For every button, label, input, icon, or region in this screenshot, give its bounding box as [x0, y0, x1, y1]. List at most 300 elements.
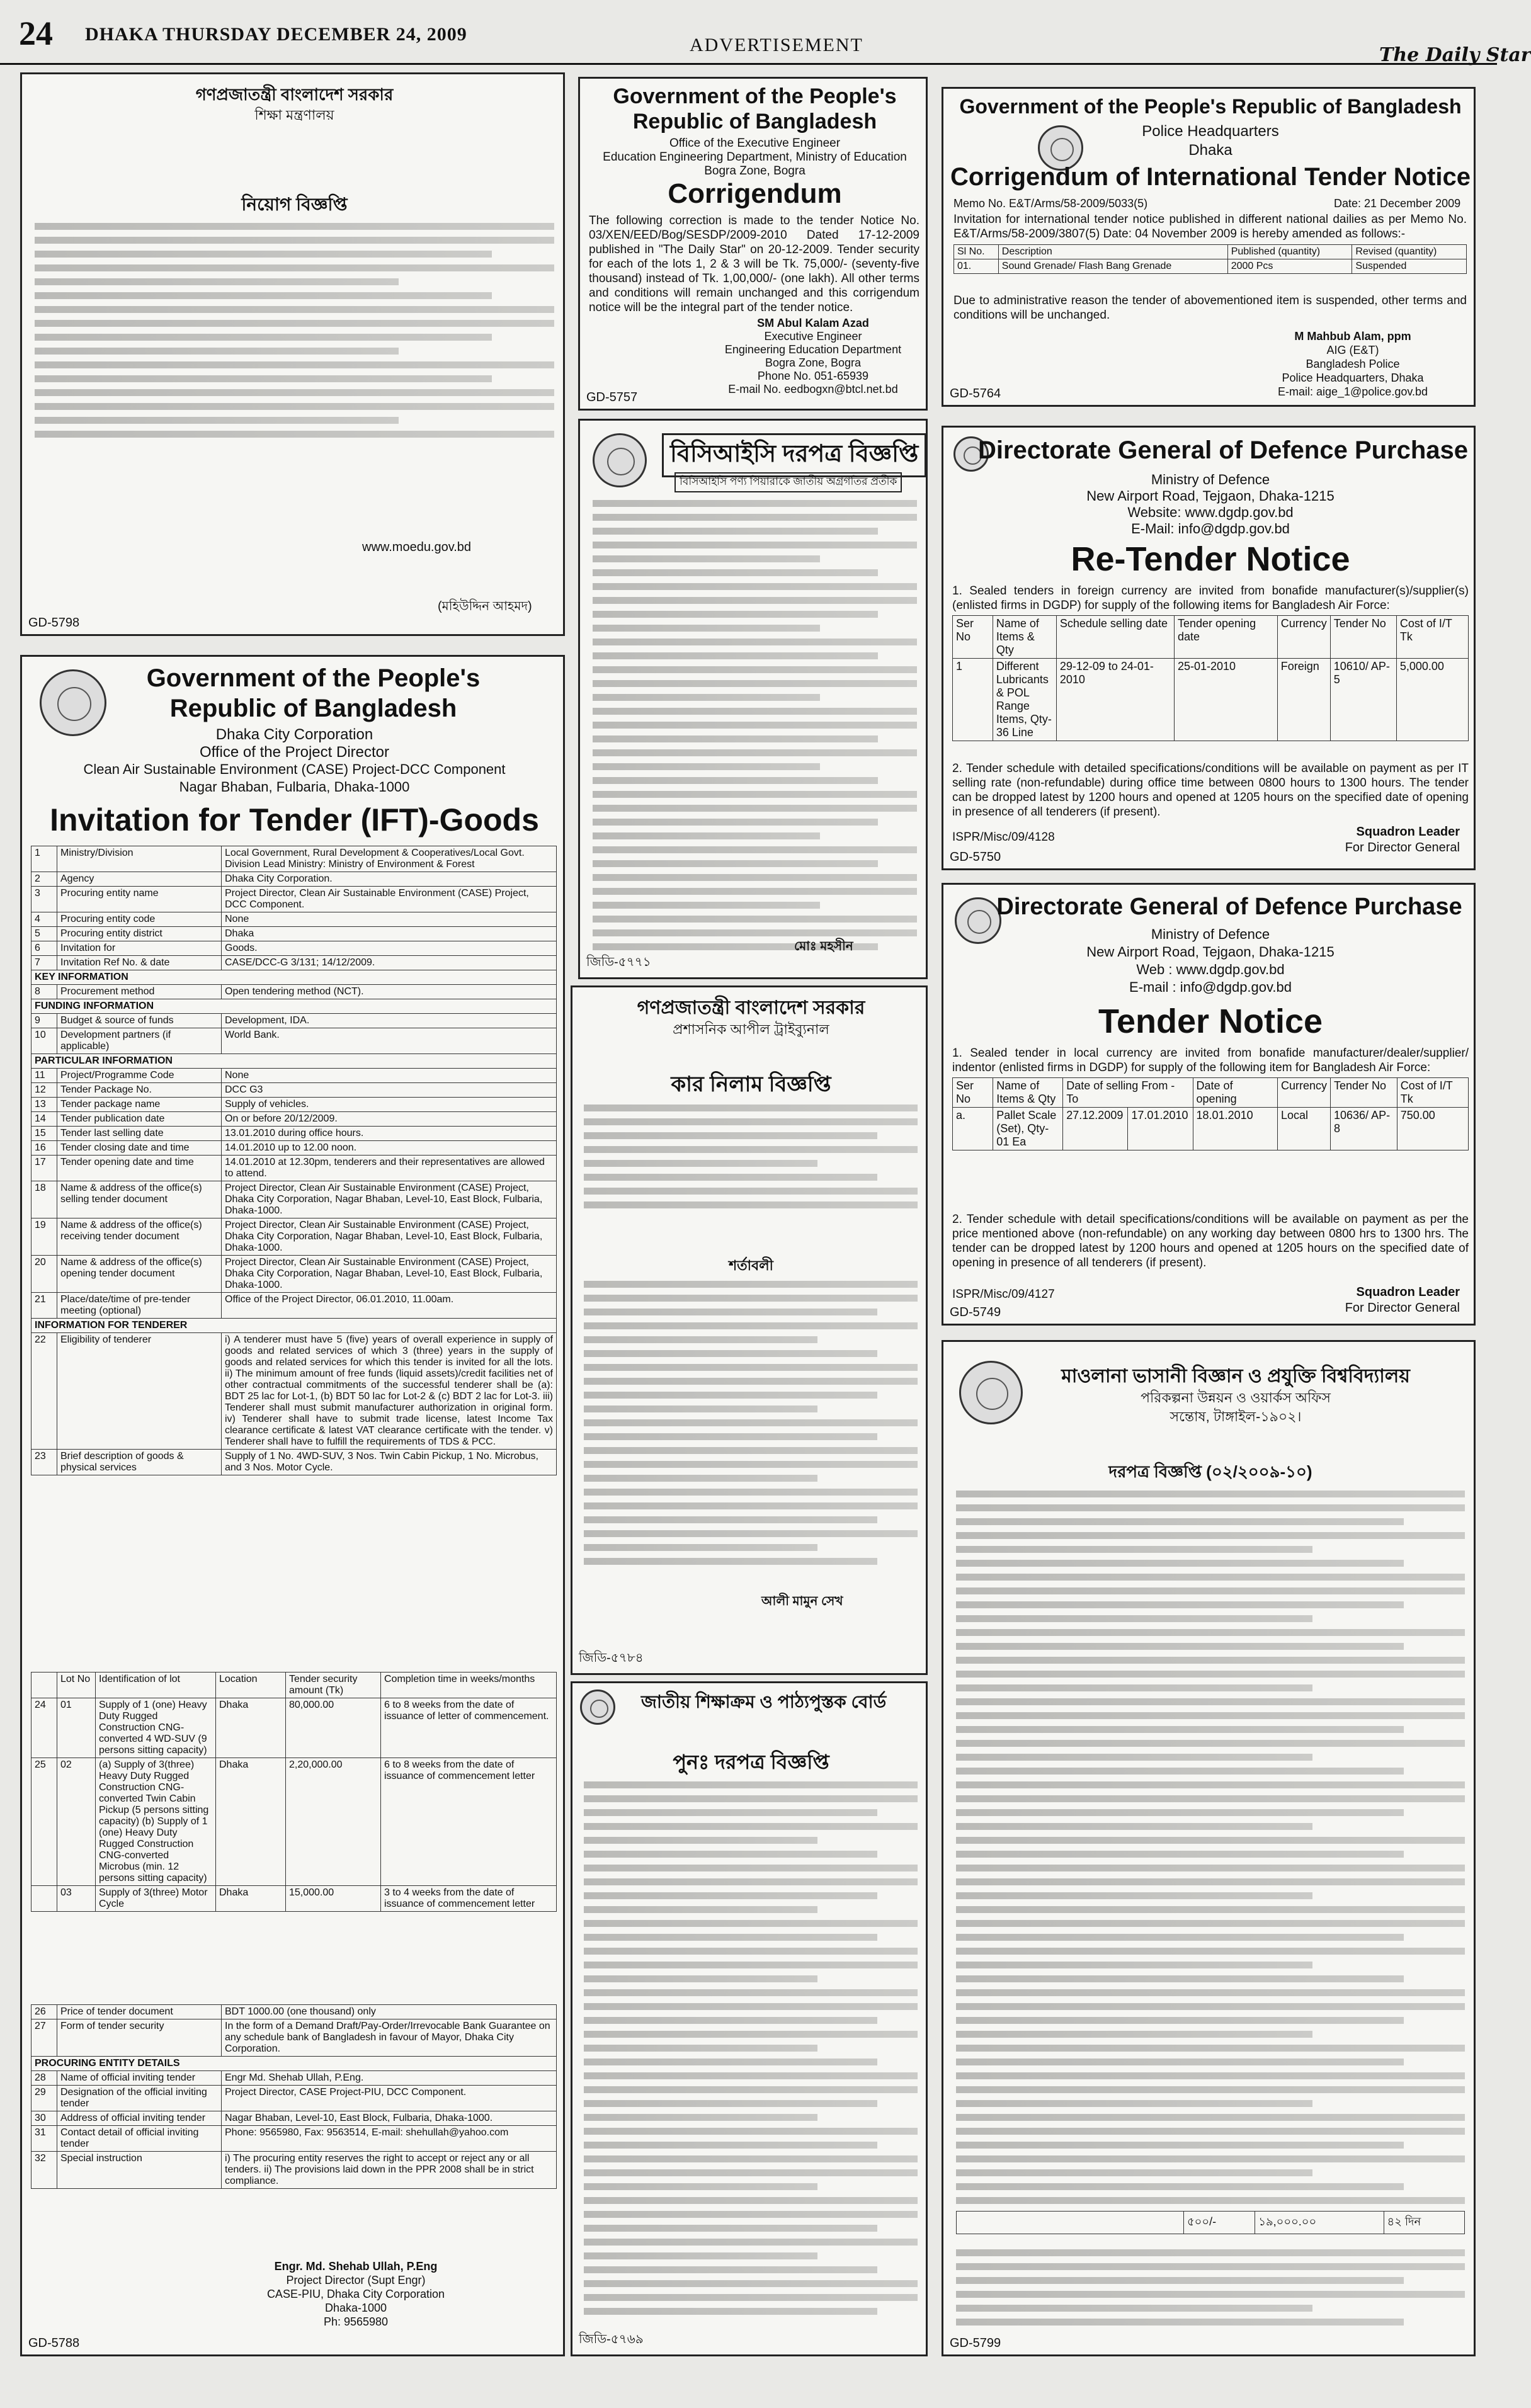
ad-dcc-ift: [20, 655, 565, 2356]
ad-code: GD-5788: [28, 2336, 80, 2350]
ad-signature: [706, 317, 920, 396]
table-cell: 3: [31, 887, 57, 912]
table-cell: 1: [31, 846, 57, 872]
table-row: [31, 2111, 557, 2126]
table-cell: On or before 20/12/2009.: [222, 1112, 557, 1127]
table-cell: Project Director, Clean Air Sustainable Environment (CASE) Project, Dhaka City Corporation, Nagar Bhaban, Level-10, East Block, Fulbaria, Dhaka-1000.: [222, 1256, 557, 1293]
ad-address: New Airport Road, Tejgaon, Dhaka-1215: [1086, 488, 1335, 504]
ad-title-1: Government of the People's: [146, 664, 481, 692]
ad-signature: [1258, 824, 1460, 856]
bengali-body-text: [593, 493, 917, 957]
table-header-cell: Location: [216, 1673, 286, 1698]
table-cell: 10610/ AP-5: [1330, 659, 1396, 741]
ad-title: গণপ্রজাতন্ত্রী বাংলাদেশ সরকার: [637, 997, 865, 1018]
table-cell: 17: [31, 1156, 57, 1181]
section-heading: KEY INFORMATION: [31, 970, 557, 985]
table-cell: 30: [31, 2111, 57, 2126]
table-row: [31, 985, 557, 999]
table-cell: None: [222, 912, 557, 927]
table-header-cell: Tender opening date: [1174, 616, 1277, 659]
table-cell: Tender package name: [57, 1098, 222, 1112]
table-cell: Project Director, Clean Air Sustainable Environment (CASE) Project, Dhaka City Corporation, Nagar Bhaban, Level-10, East Block, Fulbaria, Dhaka-1000.: [222, 1181, 557, 1218]
table-cell: 14: [31, 1112, 57, 1127]
table-header-cell: Name of Items & Qty: [993, 616, 1056, 659]
ad-signer: মোঃ মহসীন: [794, 940, 853, 953]
ad-signature: [230, 2259, 482, 2329]
ad-police-corrigendum: [942, 87, 1476, 407]
table-cell: Brief description of goods & physical services: [57, 1450, 222, 1475]
table-cell: Name & address of the office(s) receiving tender document: [57, 1218, 222, 1256]
ift-table-general: [31, 846, 557, 1475]
table-cell: [31, 1886, 57, 1912]
corrigendum-table: [953, 244, 1467, 274]
section-row: [31, 1054, 557, 1069]
ad-title: মাওলানা ভাসানী বিজ্ঞান ও প্রযুক্তি বিশ্ববিদ্যালয়: [1061, 1366, 1410, 1387]
section-heading: FUNDING INFORMATION: [31, 999, 557, 1014]
table-cell: Suspended: [1352, 259, 1467, 274]
ad-intro: 1. Sealed tender in local currency are invited from bonafide manufacturer/dealer/supplier/ indentor (enlisted firms in DGDP) for supply of the following item for Bangladesh Air Force:: [952, 1047, 1469, 1074]
table-row: [31, 1083, 557, 1098]
section-heading: INFORMATION FOR TENDERER: [31, 1319, 557, 1333]
table-row: [957, 2212, 1465, 2234]
table-row: [31, 846, 557, 872]
signer-dept: Engineering Education Department: [724, 343, 902, 356]
table-cell: Supply of vehicles.: [222, 1098, 557, 1112]
table-cell: 25: [31, 1758, 57, 1886]
signer-unit: CASE-PIU, Dhaka City Corporation: [266, 2288, 445, 2300]
table-cell: Nagar Bhaban, Level-10, East Block, Fulbaria, Dhaka-1000.: [222, 2111, 557, 2126]
table-cell: 2,20,000.00: [286, 1758, 381, 1886]
table-cell: 10: [31, 1028, 57, 1054]
table-cell: 13: [31, 1098, 57, 1112]
table-cell: Pallet Scale (Set), Qty-01 Ea: [993, 1108, 1063, 1150]
table-cell: 24: [31, 1698, 57, 1758]
ad-dgdp-retender: [942, 426, 1476, 870]
table-row: [31, 1698, 557, 1758]
ad-website: Web : www.dgdp.gov.bd: [1136, 962, 1285, 977]
table-cell: 1: [953, 659, 993, 741]
signer-for: For Director General: [1345, 841, 1460, 855]
table-cell: Place/date/time of pre-tender meeting (optional): [57, 1293, 222, 1319]
signer-name: SM Abul Kalam Azad: [757, 317, 869, 329]
table-row: [31, 887, 557, 912]
table-cell: 15: [31, 1127, 57, 1141]
table-cell: 20: [31, 1256, 57, 1293]
table-header-cell: Tender No: [1331, 1078, 1397, 1108]
table-header-cell: Currency: [1277, 1078, 1330, 1108]
table-cell: Budget & source of funds: [57, 1014, 222, 1028]
table-row: [31, 872, 557, 887]
table-cell: Project Director, CASE Project-PIU, DCC Component.: [222, 2086, 557, 2111]
ad-education-recruitment: [20, 72, 565, 636]
table-cell: 14.01.2010 up to 12.00 noon.: [222, 1141, 557, 1156]
table-row: [31, 1127, 557, 1141]
ad-heading: কার নিলাম বিজ্ঞপ্তি: [671, 1072, 831, 1096]
table-row: [31, 1112, 557, 1127]
ad-subtitle: প্রশাসনিক আপীল ট্রাইব্যুনাল: [673, 1021, 829, 1037]
table-cell: World Bank.: [222, 1028, 557, 1054]
signer-name: Squadron Leader: [1356, 1285, 1460, 1299]
bengali-body-text: [584, 1098, 918, 1215]
table-row: [31, 941, 557, 956]
table-cell: ৫০০/-: [1184, 2212, 1255, 2234]
table-cell: CASE/DCC-G 3/131; 14/12/2009.: [222, 956, 557, 970]
ad-heading: [943, 540, 1477, 579]
table-header-cell: Date of selling From - To: [1063, 1078, 1193, 1108]
ad-mbstu-tender: [942, 1340, 1476, 2356]
ad-code: GD-5757: [586, 390, 638, 404]
table-cell: Dhaka: [222, 927, 557, 941]
signer-zone: Bogra Zone, Bogra: [765, 356, 862, 369]
ad-email: E-mail : info@dgdp.gov.bd: [1129, 979, 1292, 995]
ift-lot-table: [31, 1672, 557, 1912]
table-cell: 18: [31, 1181, 57, 1218]
table-header: [953, 1078, 1469, 1108]
ad-website: Website: www.dgdp.gov.bd: [1127, 504, 1294, 520]
ad-conditions-heading: শর্তাবলী: [729, 1258, 773, 1273]
ad-heading-text: Re-Tender Notice: [1071, 540, 1350, 578]
ad-email: E-Mail: info@dgdp.gov.bd: [1131, 521, 1290, 537]
table-cell: Name of official inviting tender: [57, 2071, 222, 2086]
signer-title: Project Director (Supt Engr): [286, 2274, 426, 2286]
table-cell: Engr Md. Shehab Ullah, P.Eng.: [222, 2071, 557, 2086]
ad-bcic-tender: [578, 419, 928, 979]
signer-title: Executive Engineer: [764, 330, 862, 343]
section-heading: PROCURING ENTITY DETAILS: [31, 2057, 557, 2071]
table-cell: 23: [31, 1450, 57, 1475]
table-header-cell: Identification of lot: [96, 1673, 216, 1698]
table-cell: Designation of the official inviting tender: [57, 2086, 222, 2111]
table-cell: 19: [31, 1218, 57, 1256]
ad-heading: Corrigendum of International Tender Notice: [950, 163, 1471, 191]
table-cell: Form of tender security: [57, 2019, 222, 2057]
table-row: [31, 1098, 557, 1112]
ad-title: জাতীয় শিক্ষাক্রম ও পাঠ্যপুস্তক বোর্ড: [640, 1692, 887, 1712]
table-row: [31, 1450, 557, 1475]
ad-signer: (মহিউদ্দিন আহমদ): [438, 599, 532, 613]
ad-title: Directorate General of Defence Purchase: [996, 894, 1462, 920]
table-header-cell: Cost of I/T Tk: [1396, 616, 1468, 659]
ad-heading: Invitation for Tender (IFT)-Goods: [50, 802, 539, 838]
ad-code: GD-5750: [950, 850, 1001, 864]
table-cell: 3 to 4 weeks from the date of issuance of commencement letter: [381, 1886, 557, 1912]
table-row: 22 Eligibility of tenderer i) A tenderer must have 5 (five) years of overall experience in supply of goods and related services of which 3 (three) years in the supply of goods and related services for which this tender is invited for all the lots. ii) The minimum amount of free funds (liquid assets)/credit facilities net of other contractual commitments of the successful tenderer shall be (a): BDT 25 lac for Lot-1, (b) BDT 50 lac for Lot-2 & (c) BDT 2 lac for Lot-3. iii) Tenderer shall must submit manufacturer authorization in original form. iv) Tenderer shall have to submit trade license, latest Income Tax clearance certificate & latest VAT clearance certificate with the tender. v) Tenderer shall have to fulfill the requirements of TDS & PCC.: [31, 1333, 557, 1450]
bengali-body-text: [584, 1775, 918, 2322]
ad-heading-text: Tender Notice: [1098, 1002, 1323, 1040]
table-row: [31, 912, 557, 927]
table-cell: In the form of a Demand Draft/Pay-Order/Irrevocable Bank Guarantee on any schedule bank of Bangladesh in favour of Mayor, Dhaka City Corporation.: [222, 2019, 557, 2057]
ad-code: জিডি-৫৭৮৪: [579, 1651, 644, 1665]
table-cell: 4: [31, 912, 57, 927]
ad-address: Nagar Bhaban, Fulbaria, Dhaka-1000: [179, 779, 410, 795]
table-cell: i) A tenderer must have 5 (five) years of overall experience in supply of goods and related services of which 3 (three) years in the supply of goods and related services for which this tender is invited for all the lots. ii) The minimum amount of free funds (liquid assets)/credit facilities net of other contractual commitments of the successful tenderer shall be (a): BDT 25 lac for Lot-1, (b) BDT 50 lac for Lot-2 & (c) BDT 2 lac for Lot-3. iii) Tenderer shall must submit manufacturer authorization in original form. iv) Tenderer shall have to submit trade license, latest Income Tax clearance certificate & latest VAT clearance certificate with the tender. v) Tenderer shall have to fulfill the requirements of TDS & PCC.: [222, 1333, 557, 1450]
table-cell: Foreign: [1277, 659, 1330, 741]
signer-hq: Police Headquarters, Dhaka: [1282, 372, 1424, 384]
bengali-notes-text: [956, 2242, 1465, 2332]
signer-city: Dhaka-1000: [324, 2302, 387, 2314]
ad-signer: আলী মামুন সেখ: [761, 1594, 843, 1608]
table-cell: a.: [953, 1108, 993, 1150]
table-cell: 6: [31, 941, 57, 956]
table-row: [31, 2019, 557, 2057]
table-cell: Tender Package No.: [57, 1083, 222, 1098]
table-row: [31, 2126, 557, 2152]
table-row: [953, 659, 1469, 741]
table-cell: Office of the Project Director, 06.01.2010, 11.00am.: [222, 1293, 557, 1319]
table-cell: Invitation for: [57, 941, 222, 956]
table-row: [31, 1886, 557, 1912]
signer-for: For Director General: [1345, 1301, 1460, 1315]
ad-note: 2. Tender schedule with detailed specifications/conditions will be available on payment as per IT selling rate (non-refundable) during office time between 0800 hours to 1300 hours. The tender can be dropped latest by 1200 hours and opened at 1205 hours on the specified date of opening in presence of all tenderers (if present).: [952, 762, 1469, 819]
signer-phone: Ph: 9565980: [323, 2315, 389, 2328]
signer-name: M Mahbub Alam, ppm: [1294, 330, 1411, 343]
table-row: [31, 1014, 557, 1028]
table-cell: None: [222, 1069, 557, 1083]
brand-logo: The Daily Star: [1379, 44, 1531, 66]
ad-title-2: Republic of Bangladesh: [169, 695, 457, 722]
table-cell: 15,000.00: [286, 1886, 381, 1912]
signer-email: E-mail: aige_1@police.gov.bd: [1277, 385, 1428, 398]
table-row: [31, 2005, 557, 2019]
table-cell: 31: [31, 2126, 57, 2152]
ad-slogan: বিসিআইসি পণ্য পিয়ারাকে জাতীয় অগ্রগতির প্রতীক: [674, 472, 902, 492]
ad-memo: Memo No. E&T/Arms/58-2009/5033(5): [953, 197, 1148, 210]
table-cell: Agency: [57, 872, 222, 887]
date-line: DHAKA THURSDAY DECEMBER 24, 2009: [85, 24, 467, 45]
table-cell: Dhaka: [216, 1698, 286, 1758]
table-header-cell: Description: [998, 245, 1227, 259]
table-cell: 6 to 8 weeks from the date of issuance of commencement letter: [381, 1758, 557, 1886]
table-header-cell: Tender security amount (Tk): [286, 1673, 381, 1698]
ad-heading: নিয়োগ বিজ্ঞপ্তি: [241, 195, 348, 214]
table-cell: (a) Supply of 3(three) Heavy Duty Rugged Construction CNG-converted Twin Cabin Pickup (5 persons sitting capacity) (b) Supply of 1 (one) Heavy Duty Rugged Construction CNG-converted Microbus (min. 12 persons sitting capacity): [96, 1758, 216, 1886]
ad-heading: বিসিআইসি দরপত্র বিজ্ঞপ্তি: [662, 433, 926, 477]
ad-code: GD-5764: [950, 387, 1001, 400]
table-cell: Supply of 1 No. 4WD-SUV, 3 Nos. Twin Cabin Pickup, 1 No. Microbus, and 3 Nos. Motor Cycle.: [222, 1450, 557, 1475]
section-row: [31, 999, 557, 1014]
table-cell: Tender opening date and time: [57, 1156, 222, 1181]
table-cell: 17.01.2010: [1128, 1108, 1193, 1150]
table-cell: Sound Grenade/ Flash Bang Grenade: [998, 259, 1227, 274]
table-cell: i) The procuring entity reserves the right to accept or reject any or all tenders. ii) The provisions laid down in the PPR 2008 shall be in strict compliance.: [222, 2152, 557, 2189]
bcic-logo-icon: [593, 433, 647, 487]
table-cell: Local: [1277, 1108, 1330, 1150]
table-cell: Eligibility of tenderer: [57, 1333, 222, 1450]
table-cell: Development, IDA.: [222, 1014, 557, 1028]
ad-code: জিডি-৫৭৭১: [586, 955, 651, 969]
signer-phone: Phone No. 051-65939: [757, 370, 869, 382]
ad-footer: Due to administrative reason the tender of abovementioned item is suspended, other terms and conditions will be unchanged.: [953, 294, 1467, 322]
table-cell: ১৯,০০০.০০: [1255, 2212, 1384, 2234]
section-row: [31, 1319, 557, 1333]
table-header: [954, 245, 1467, 259]
table-header-cell: Sl No.: [954, 245, 999, 259]
table-cell: 7: [31, 956, 57, 970]
table-cell: Special instruction: [57, 2152, 222, 2189]
table-cell: Contact detail of official inviting tender: [57, 2126, 222, 2152]
table-row: [31, 1218, 557, 1256]
ad-heading: দরপত্র বিজ্ঞপ্তি (০২/২০০৯-১০): [1108, 1462, 1312, 1481]
ad-dgdp-tender: [942, 883, 1476, 1326]
table-header-cell: Currency: [1277, 616, 1330, 659]
section-row: [31, 970, 557, 985]
section-heading: PARTICULAR INFORMATION: [31, 1054, 557, 1069]
ad-ministry: শিক্ষা মন্ত্রণালয়: [254, 107, 334, 123]
ad-title: Directorate General of Defence Purchase: [977, 436, 1469, 464]
table-cell: 5: [31, 927, 57, 941]
table-row: [31, 2086, 557, 2111]
table-row: [31, 1758, 557, 1886]
ad-date: Date: 21 December 2009: [1334, 197, 1461, 210]
ad-office: Office of the Executive Engineer: [669, 137, 841, 150]
tender-table: [952, 1077, 1469, 1150]
table-header-cell: Lot No: [57, 1673, 96, 1698]
ad-title: Government of the People's Republic of Bangladesh: [613, 84, 897, 133]
table-cell: 21: [31, 1293, 57, 1319]
price-table: [956, 2211, 1465, 2234]
ad-note: 2. Tender schedule with detail specifications/conditions will be available on payment as per the price mentioned above (non-refundable) on any working day between 0800 hrs to 1300 hrs. The tender can be dropped latest by 1200 hours and opened at 1205 hours on the specified date of opening in presence of all tenderers (if present).: [952, 1213, 1469, 1269]
ad-heading: [943, 1002, 1477, 1041]
ift-table-procuring: [31, 2004, 557, 2189]
table-cell: 5,000.00: [1396, 659, 1468, 741]
table-row: [31, 927, 557, 941]
table-header-cell: Ser No: [953, 1078, 993, 1108]
table-cell: DCC G3: [222, 1083, 557, 1098]
table-header: [31, 1673, 557, 1698]
table-cell: Price of tender document: [57, 2005, 222, 2019]
ad-tribunal-auction: [571, 985, 928, 1675]
ad-textbook-retender: [571, 1681, 928, 2356]
ad-signature: [1239, 329, 1466, 399]
signer-name: Engr. Md. Shehab Ullah, P.Eng: [274, 2260, 438, 2273]
table-cell: 02: [57, 1758, 96, 1886]
ad-code: জিডি-৫৭৬৯: [579, 2332, 644, 2346]
table-row: [31, 1256, 557, 1293]
ad-website: www.moedu.gov.bd: [362, 540, 472, 554]
table-cell: 12: [31, 1083, 57, 1098]
table-cell: 750.00: [1397, 1108, 1468, 1150]
ad-code: GD-5798: [28, 616, 80, 630]
table-row: [31, 1293, 557, 1319]
table-header-cell: Schedule selling date: [1056, 616, 1174, 659]
table-cell: 2000 Pcs: [1227, 259, 1352, 274]
table-cell: Different Lubricants & POL Range Items, Qty-36 Line: [993, 659, 1056, 741]
table-cell: 14.01.2010 at 12.30pm, tenderers and their representatives are allowed to attend.: [222, 1156, 557, 1181]
page-number: 24: [19, 14, 53, 52]
signer-org: Bangladesh Police: [1306, 358, 1400, 370]
table-row: [31, 2152, 557, 2189]
table-cell: Project Director, Clean Air Sustainable Environment (CASE) Project, DCC Component.: [222, 887, 557, 912]
table-cell: Project Director, Clean Air Sustainable Environment (CASE) Project, Dhaka City Corporation, Nagar Bhaban, Level-10, East Block, Fulbaria, Dhaka-1000.: [222, 1218, 557, 1256]
table-cell: Name & address of the office(s) opening tender document: [57, 1256, 222, 1293]
ad-city: Dhaka: [1188, 142, 1232, 159]
section-row: [31, 2057, 557, 2071]
ad-corp: Dhaka City Corporation: [215, 726, 373, 743]
table-cell: Supply of 1 (one) Heavy Duty Rugged Construction CNG-converted 4 WD-SUV (9 persons sitting capacity): [96, 1698, 216, 1758]
table-cell: Invitation Ref No. & date: [57, 956, 222, 970]
table-cell: Ministry/Division: [57, 846, 222, 872]
table-row: [31, 1028, 557, 1054]
table-cell: Project/Programme Code: [57, 1069, 222, 1083]
table-cell: Goods.: [222, 941, 557, 956]
table-cell: 28: [31, 2071, 57, 2086]
table-cell: Open tendering method (NCT).: [222, 985, 557, 999]
table-cell: Name & address of the office(s) selling tender document: [57, 1181, 222, 1218]
table-header-cell: Revised (quantity): [1352, 245, 1467, 259]
table-cell: Dhaka: [216, 1886, 286, 1912]
table-header-cell: Cost of I/T Tk: [1397, 1078, 1468, 1108]
table-header-cell: Ser No: [953, 616, 993, 659]
table-cell: 80,000.00: [286, 1698, 381, 1758]
ad-code: GD-5749: [950, 1305, 1001, 1319]
ad-office: Police Headquarters: [1142, 123, 1279, 140]
ad-intro: 1. Sealed tenders in foreign currency are invited from bonafide manufacturer(s)/supplier(s) (enlisted firms in DGDP) for supply of the following items for Bangladesh Air Force:: [952, 584, 1469, 612]
section-label: ADVERTISEMENT: [690, 35, 863, 55]
table-cell: 9: [31, 1014, 57, 1028]
table-cell: BDT 1000.00 (one thousand) only: [222, 2005, 557, 2019]
table-cell: 32: [31, 2152, 57, 2189]
table-cell: Procuring entity district: [57, 927, 222, 941]
bengali-table-text: [35, 216, 554, 445]
signer-title: AIG (E&T): [1326, 344, 1379, 356]
ad-heading: পুনঃ দরপত্র বিজ্ঞপ্তি: [673, 1751, 829, 1773]
page-header: [0, 0, 1531, 66]
ad-ref: ISPR/Misc/09/4128: [952, 831, 1055, 844]
ad-office: Office of the Project Director: [199, 744, 389, 761]
table-cell: Tender publication date: [57, 1112, 222, 1127]
table-cell: Procurement method: [57, 985, 222, 999]
tender-table: [952, 615, 1469, 741]
table-cell: 26: [31, 2005, 57, 2019]
table-row: [31, 1069, 557, 1083]
table-cell: 6 to 8 weeks from the date of issuance of letter of commencement.: [381, 1698, 557, 1758]
ad-title: গণপ্রজাতন্ত্রী বাংলাদেশ সরকার: [195, 85, 394, 104]
ad-body: Invitation for international tender notice published in different national dailies as per Memo No. E&T/Arms/58-2009/3807(5) Date: 04 November 2009 is hereby amended as follows:-: [953, 213, 1467, 241]
table-cell: 11: [31, 1069, 57, 1083]
table-cell: 01.: [954, 259, 999, 274]
signer-name: Squadron Leader: [1356, 825, 1460, 839]
ad-project: Clean Air Sustainable Environment (CASE) Project-DCC Component: [83, 761, 506, 777]
table-cell: 29: [31, 2086, 57, 2111]
table-cell: Dhaka: [216, 1758, 286, 1886]
ad-code: GD-5799: [950, 2336, 1001, 2350]
bengali-conditions-text: [584, 1274, 918, 1572]
table-row: [31, 956, 557, 970]
table-cell: Procuring entity code: [57, 912, 222, 927]
table-row: [953, 1108, 1469, 1150]
signer-email: E-mail No. eedbogxn@btcl.net.bd: [728, 383, 898, 395]
table-header-cell: Date of opening: [1193, 1078, 1277, 1108]
table-cell: 16: [31, 1141, 57, 1156]
ad-eed-corrigendum: [578, 77, 928, 411]
table-cell: 27: [31, 2019, 57, 2057]
table-cell: 03: [57, 1886, 96, 1912]
ad-address: New Airport Road, Tejgaon, Dhaka-1215: [1086, 944, 1335, 960]
table-header-cell: Published (quantity): [1227, 245, 1352, 259]
table-cell: 18.01.2010: [1193, 1108, 1277, 1150]
table-header: [953, 616, 1469, 659]
table-cell: Local Government, Rural Development & Cooperatives/Local Govt. Division Lead Ministry: Ministry of Environment & Forest: [222, 846, 557, 872]
table-header-cell: Completion time in weeks/months: [381, 1673, 557, 1698]
table-header-cell: Name of Items & Qty: [993, 1078, 1063, 1108]
ad-subtitle: পরিকল্পনা উন্নয়ন ও ওয়ার্কস অফিস: [1141, 1390, 1331, 1406]
table-cell: 29-12-09 to 24-01-2010: [1056, 659, 1174, 741]
table-cell: Procuring entity name: [57, 887, 222, 912]
ad-title: Government of the People's Republic of Bangladesh: [959, 95, 1462, 118]
table-cell: Development partners (if applicable): [57, 1028, 222, 1054]
table-cell: Phone: 9565980, Fax: 9563514, E-mail: shehullah@yahoo.com: [222, 2126, 557, 2152]
table-cell: 8: [31, 985, 57, 999]
